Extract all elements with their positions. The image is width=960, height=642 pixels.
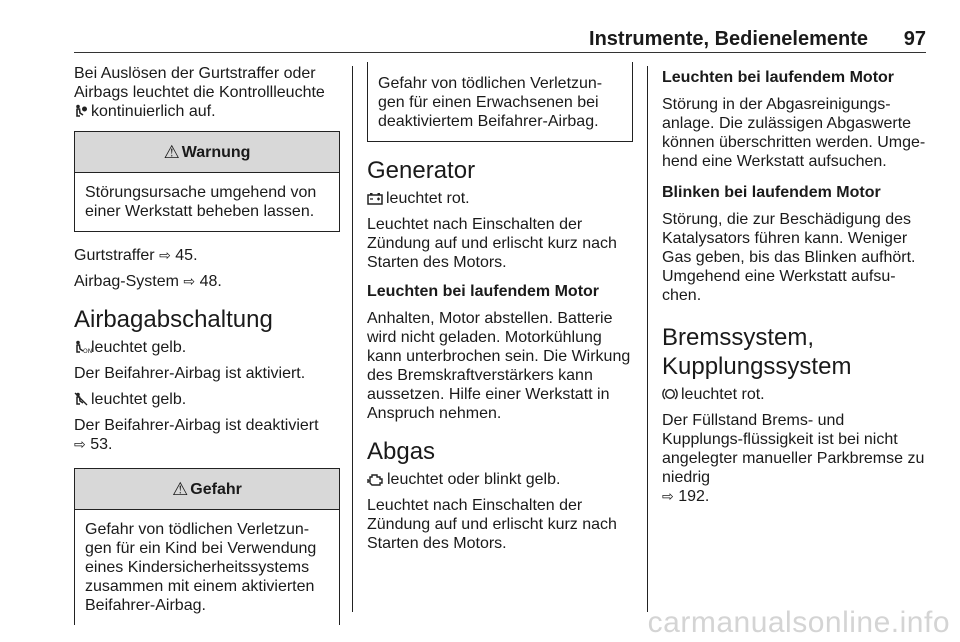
- airbag-on-text: leuchtet gelb.: [91, 339, 187, 356]
- blinken-motor-text: Störung, die zur Beschädigung des Katalysators führen kann. Weniger Gas geben, bis das Blinken aufhört. Umgehend eine Werkstatt aufsu-chen.: [662, 211, 916, 304]
- page-number: 97: [903, 28, 926, 50]
- subheading-blinken-motor: Blinken bei laufendem Motor: [662, 184, 881, 201]
- brake-line: [662, 385, 928, 404]
- section-title-generator: Generator: [367, 157, 476, 184]
- column-2: [367, 64, 633, 560]
- danger-box-text: Gefahr von tödlichen Verletzun-gen für ein Kind bei Verwendung eines Kindersicherheitssystems zusammen mit einem aktivierten Beifahrer-Airbag.: [85, 521, 317, 614]
- airbag-deactivated-page[interactable]: 53.: [90, 436, 113, 453]
- page-ref-arrow-icon: ⇨: [183, 273, 196, 289]
- ref-airbag-page[interactable]: 48.: [199, 273, 222, 290]
- danger-box-continued: [367, 62, 633, 142]
- section-title-kupplungssystem: Kupplungssystem: [662, 353, 852, 380]
- leuchten-text: Anhalten, Motor abstellen. Batterie wird nicht geladen. Motorkühlung kann unterbrochen sein. Die Wirkung des Bremskraftverstärkers kann aussetzen. Hilfe einer Werkstatt in Anspruch nehmen.: [367, 310, 631, 422]
- warning-triangle-icon: ⚠: [172, 478, 189, 499]
- brake-paragraph: [662, 411, 928, 506]
- airbag-on-line: [74, 338, 340, 357]
- abgas-line-text: leuchtet oder blinkt gelb.: [387, 471, 561, 488]
- warning-box-title: Warnung: [181, 143, 251, 161]
- passenger-airbag-off-icon: [74, 392, 88, 406]
- brake-text: Der Füllstand Brems- und Kupplungs-flüssigkeit ist bei nicht angelegter manueller Parkbremse zu niedrig: [662, 412, 925, 486]
- column-1: [74, 64, 340, 639]
- warning-box: [74, 131, 340, 232]
- subheading-leuchten-motor: Leuchten bei laufendem Motor: [662, 69, 895, 86]
- engine-icon: [367, 473, 384, 486]
- page-ref-arrow-icon: ⇨: [74, 436, 86, 452]
- intro-paragraph: [74, 64, 340, 121]
- warning-box-text: Störungsursache umgehend von einer Werkstatt beheben lassen.: [85, 184, 317, 220]
- airbag-deactivated-text: Der Beifahrer-Airbag ist deaktiviert: [74, 417, 319, 434]
- danger-box-title: Gefahr: [190, 480, 242, 498]
- brake-page-ref[interactable]: 192.: [678, 488, 710, 505]
- section-title-bremssystem: Bremssystem,: [662, 324, 815, 351]
- airbag-deactivated-paragraph: [74, 416, 340, 454]
- header-rule: [74, 52, 926, 53]
- subheading-leuchten: Leuchten bei laufendem Motor: [367, 283, 600, 300]
- battery-icon: [367, 192, 383, 205]
- header-title: Instrumente, Bedienelemente: [589, 28, 868, 50]
- brake-line-text: leuchtet rot.: [681, 386, 765, 403]
- ref-gurtstraffer-label: Gurtstraffer: [74, 247, 155, 264]
- section-title-airbagabschaltung: Airbagabschaltung: [74, 306, 273, 333]
- leuchten-motor-text: Störung in der Abgasreinigungs-anlage. Die zulässigen Abgaswerte können überschritten werden. Umge-hend eine Werkstatt aufsuchen.: [662, 96, 926, 170]
- ref-gurtstraffer-page[interactable]: 45.: [175, 247, 198, 264]
- ref-airbag-label: Airbag-System: [74, 273, 179, 290]
- airbag-activated-text: Der Beifahrer-Airbag ist aktiviert.: [74, 365, 306, 382]
- ref-airbag-system: [74, 272, 340, 291]
- danger-box: [74, 468, 340, 625]
- column-divider-1: [352, 66, 353, 612]
- section-title-abgas: Abgas: [367, 438, 436, 465]
- column-3: [662, 64, 928, 513]
- generator-line: [367, 189, 633, 208]
- ref-gurtstraffer: [74, 246, 340, 265]
- warning-box-header: [75, 132, 339, 173]
- generator-line-text: leuchtet rot.: [386, 190, 470, 207]
- intro-text: Bei Auslösen der Gurtstraffer oder Airbags leuchtet die Kontrollleuchte: [74, 65, 325, 101]
- danger-box-continued-text: Gefahr von tödlichen Verletzun-gen für einen Erwachsenen bei deaktiviertem Beifahrer-Airbag.: [378, 75, 603, 130]
- page-ref-arrow-icon: ⇨: [159, 247, 171, 263]
- page-header: [74, 28, 926, 52]
- generator-text: Leuchtet nach Einschalten der Zündung auf und erlischt kurz nach Starten des Motors.: [367, 216, 617, 271]
- column-divider-2: [647, 66, 648, 612]
- intro-tail-text: kontinuierlich auf.: [91, 103, 216, 120]
- watermark: carmanualsonline.info: [647, 606, 950, 639]
- abgas-line: [367, 470, 633, 489]
- danger-box-header: [75, 469, 339, 510]
- brake-icon: [662, 387, 678, 401]
- passenger-airbag-on-icon: [74, 340, 93, 355]
- svg-text:ON: ON: [83, 348, 93, 355]
- page-ref-arrow-icon: ⇨: [662, 488, 674, 504]
- warning-triangle-icon: ⚠: [163, 141, 180, 162]
- airbag-off-line: [74, 390, 340, 409]
- abgas-text: Leuchtet nach Einschalten der Zündung auf und erlischt kurz nach Starten des Motors.: [367, 497, 617, 552]
- airbag-off-text: leuchtet gelb.: [91, 391, 187, 408]
- airbag-warning-icon: [74, 104, 88, 118]
